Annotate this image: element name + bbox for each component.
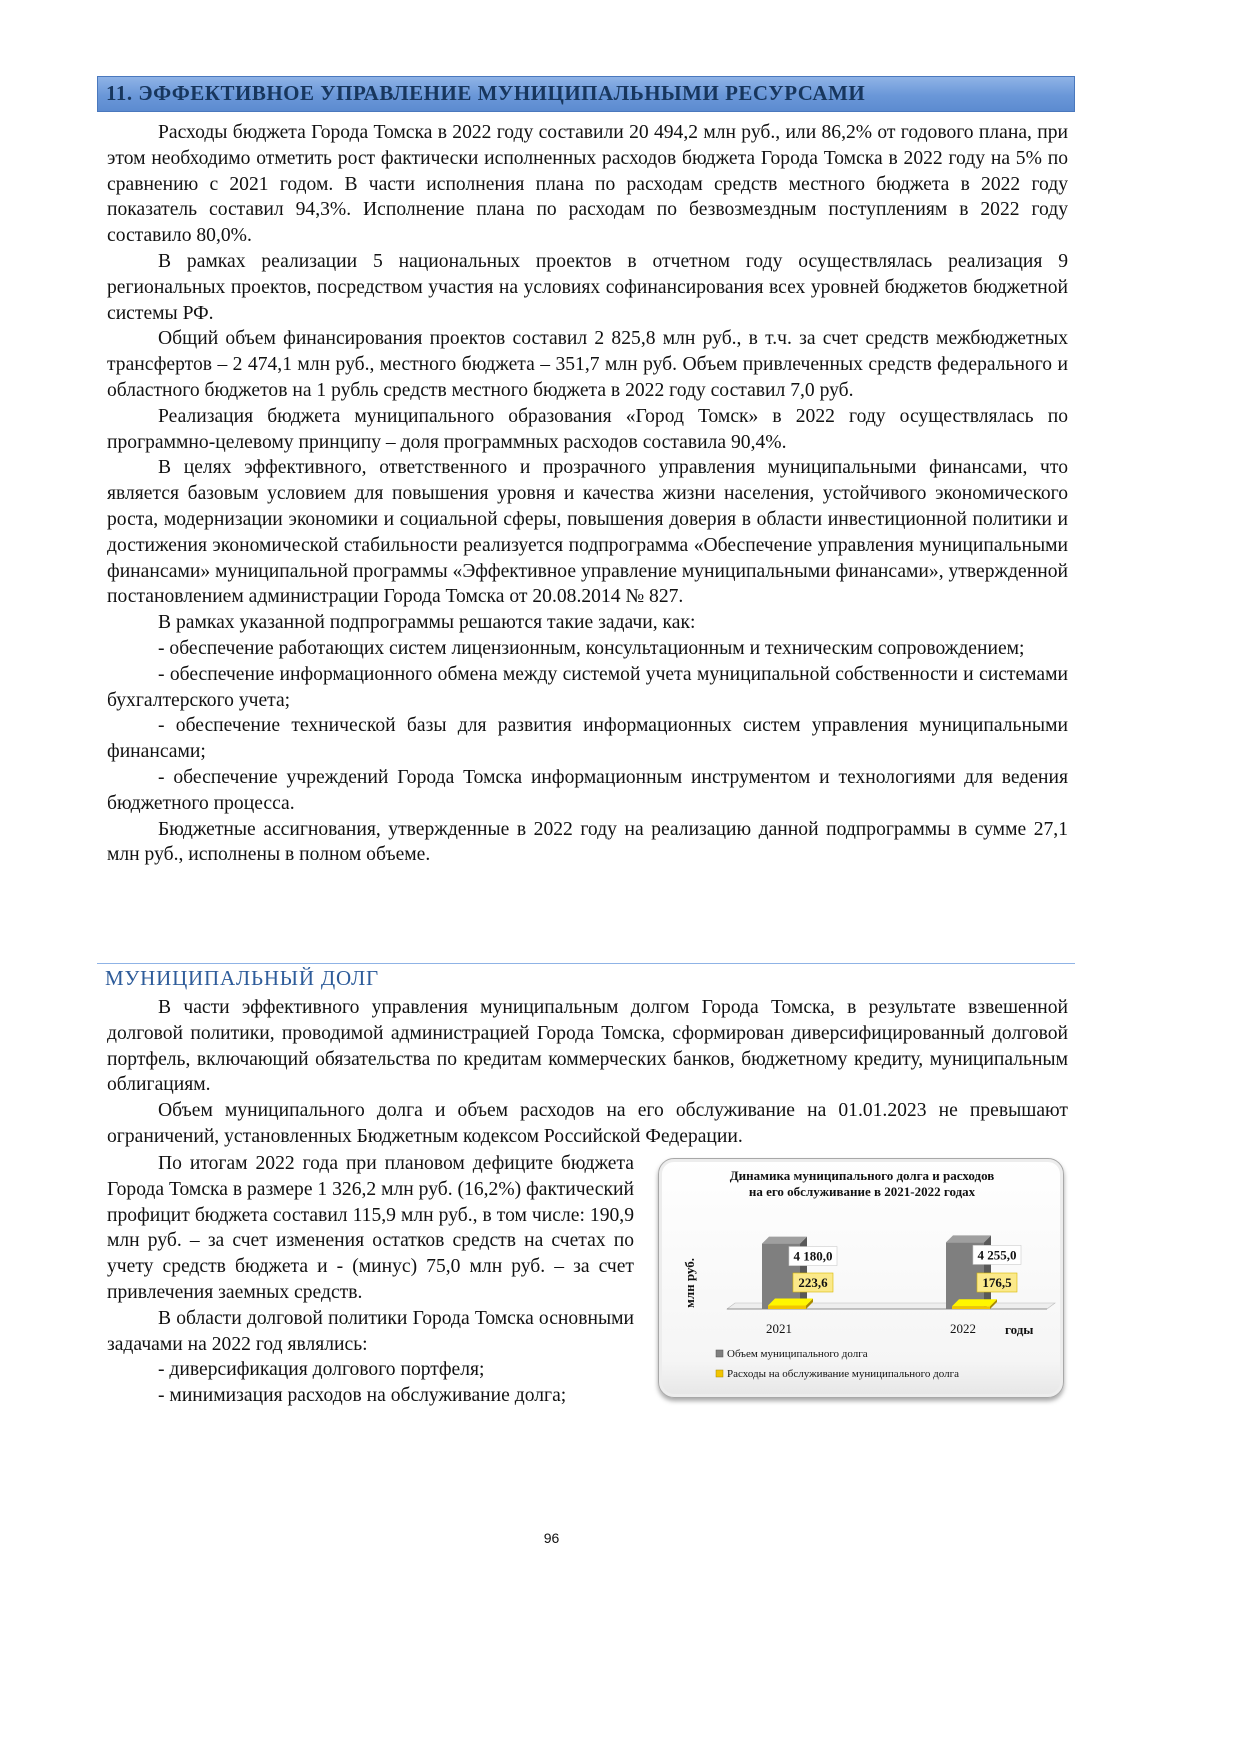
list-item: - минимизация расходов на обслуживание долга; xyxy=(158,1385,567,1407)
paragraph: В рамках указанной подпрограммы решаются такие задачи, как: xyxy=(158,612,696,634)
debt-text xyxy=(107,995,1068,1150)
list-item: - обеспечение технической базы для развития информационных систем управления муниципальными финансами; xyxy=(107,715,1068,763)
list-item: - обеспечение учреждений Города Томска информационным инструментом и технологиями для ведения бюджетного процесса. xyxy=(107,766,1068,814)
category-label-2022: 2022 xyxy=(950,1321,976,1336)
paragraph: По итогам 2022 года при плановом дефиците бюджета Города Томска в размере 1 326,2 млн руб. (16,2%) фактический профицит бюджета составил 115,9 млн руб., в том числе: 190,9 млн руб. – за счет изменения остатков средств на счетах по учету средств бюджета и - (минус) 75,0 млн руб. – за счет привлечения заемных средств. xyxy=(107,1153,634,1303)
paragraph: В рамках реализации 5 национальных проектов в отчетном году осуществлялась реализация 9 региональных проектов, посредством участия на условиях софинансирования всех уровней бюджетов бюджетной системы РФ. xyxy=(107,250,1068,324)
bar-service-2021-top xyxy=(768,1299,813,1306)
debt-chart-svg xyxy=(659,1159,1065,1399)
legend-label-service: Расходы на обслуживание муниципального долга xyxy=(727,1368,959,1380)
debt-heading: МУНИЦИПАЛЬНЫЙ ДОЛГ xyxy=(105,966,379,990)
list-item: - диверсификация долгового портфеля; xyxy=(158,1359,485,1381)
legend-swatch-service xyxy=(716,1370,723,1377)
data-label-service-2022: 176,5 xyxy=(982,1275,1012,1290)
legend-swatch-debt xyxy=(716,1350,723,1357)
section-title: 11. ЭФФЕКТИВНОЕ УПРАВЛЕНИЕ МУНИЦИПАЛЬНЫМИ РЕСУРСАМИ xyxy=(106,81,866,105)
category-label-2021: 2021 xyxy=(766,1321,792,1336)
paragraph: Бюджетные ассигнования, утвержденные в 2022 году на реализацию данной подпрограммы в сумме 27,1 млн руб., исполнены в полном объеме. xyxy=(107,818,1068,866)
paragraph: Расходы бюджета Города Томска в 2022 году составили 20 494,2 млн руб., или 86,2% от годового плана, при этом необходимо отметить рост фактически исполненных расходов бюджета Города Томска в 2022 году на 5% по сравнению с 2021 годом. В части исполнения плана по расходам средств местного бюджета в 2022 году показатель составил 94,3%. Исполнение плана по расходам по безвозмездным поступлениям в 2022 году составило 80,0%. xyxy=(107,122,1068,247)
bar-service-2022-top xyxy=(952,1299,997,1306)
legend-label-debt: Объем муниципального долга xyxy=(727,1348,868,1360)
page-number: 96 xyxy=(543,1530,560,1546)
paragraph: В области долговой политики Города Томска основными задачами на 2022 год являлись: xyxy=(107,1307,634,1355)
data-label-debt-2022: 4 255,0 xyxy=(977,1247,1017,1263)
chart-title-line-1: Динамика муниципального долга и расходов xyxy=(729,1168,995,1183)
chart-x-label: годы xyxy=(1005,1322,1034,1337)
bar-debt-2022-top xyxy=(946,1235,991,1242)
paragraph: В целях эффективного, ответственного и прозрачного управления муниципальными финансами, что является базовым условием для повышения уровня и качества жизни населения, устойчивого экономического роста, модернизации экономики и социальной сферы, повышения доверия в области инвестиционной политики и достижения экономической стабильности реализуется подпрограмма «Обеспечение управления муниципальными финансами» муниципальной программы «Эффективное управление муниципальными финансами», утвержденной постановлением администрации Города Томска от 20.08.2014 № 827. xyxy=(107,457,1068,608)
main-text xyxy=(107,120,1068,868)
debt-text-narrow xyxy=(107,1151,634,1409)
chart-title-line-2: на его обслуживание в 2021-2022 годах xyxy=(748,1184,976,1199)
debt-chart xyxy=(658,1158,1064,1398)
bar-service-2021 xyxy=(768,1306,806,1309)
list-item: - обеспечение информационного обмена между системой учета муниципальной собственности и системами бухгалтерского учета; xyxy=(107,663,1068,711)
heading-rule xyxy=(97,963,1075,964)
paragraph: В части эффективного управления муниципальным долгом Города Томска, в результате взвешенной долговой политики, проводимой администрацией Города Томска, сформирован диверсифицированный долговой портфель, включающий обязательства по кредитам коммерческих банков, бюджетному кредиту, муниципальным облигациям. xyxy=(107,997,1068,1096)
section-header xyxy=(97,76,1075,112)
chart-y-label: млн руб. xyxy=(682,1257,697,1309)
paragraph: Объем муниципального долга и объем расходов на его обслуживание на 01.01.2023 не превышают ограничений, установленных Бюджетным кодексом Российской Федерации. xyxy=(107,1100,1068,1147)
data-label-debt-2021: 4 180,0 xyxy=(793,1248,833,1264)
data-label-service-2021: 223,6 xyxy=(798,1275,828,1290)
paragraph: Реализация бюджета муниципального образования «Город Томск» в 2022 году осуществлялась по программно-целевому принципу – доля программных расходов составила 90,4%. xyxy=(107,405,1068,453)
paragraph: Общий объем финансирования проектов составил 2 825,8 млн руб., в т.ч. за счет средств межбюджетных трансфертов – 2 474,1 млн руб., местного бюджета – 351,7 млн руб. Объем привлеченных средств федерального и областного бюджетов на 1 рубль средств местного бюджета в 2022 году составил 7,0 руб. xyxy=(107,328,1068,401)
bar-service-2022 xyxy=(952,1306,990,1309)
list-item: - обеспечение работающих систем лицензионным, консультационным и техническим сопровождением; xyxy=(158,637,1025,659)
bar-debt-2021-top xyxy=(762,1237,807,1244)
